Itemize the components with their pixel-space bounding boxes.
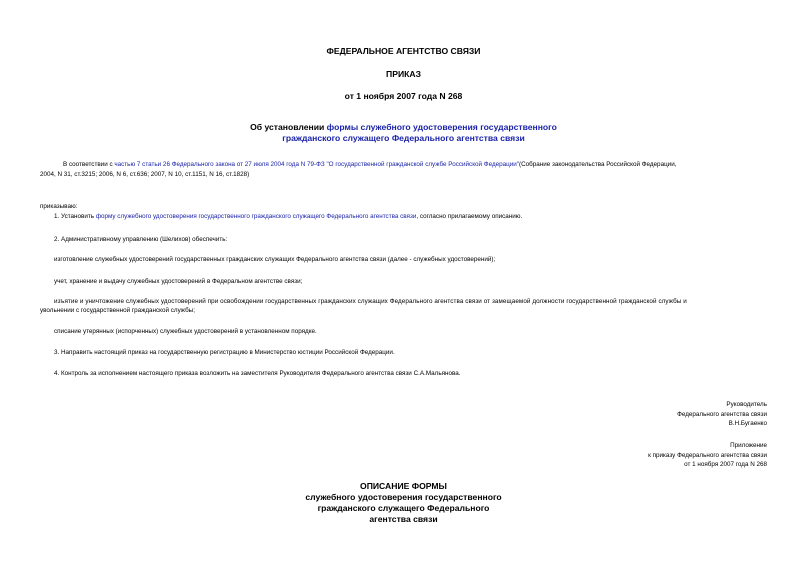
sub-item-1: изготовление служебных удостоверений государственных гражданских служащих Федерального агентства связи (далее - служебных удостоверений); xyxy=(54,256,496,263)
description-line3: гражданского служащего Федерального xyxy=(317,503,490,513)
doc-title-line1 xyxy=(0,122,807,132)
preamble-text-start: В соответствии с xyxy=(63,161,115,168)
form-description-link[interactable]: форму служебного удостоверения государственного гражданского служащего Федерального агентства связи xyxy=(95,213,417,220)
doc-title-line2 xyxy=(0,133,807,143)
item-3: 3. Направить настоящий приказ на государственную регистрацию в Министерство юстиции Российской Федерации. xyxy=(54,349,395,356)
item-1 xyxy=(54,212,522,221)
doc-title-prefix: Об установлении xyxy=(250,122,327,132)
signature-name: В.Н.Бугаенко xyxy=(728,420,767,427)
item-4: 4. Контроль за исполнением настоящего приказа возложить на заместителя Руководителя Федерального агентства связи С.А.Мальянова. xyxy=(54,370,461,377)
item-1-start: 1. Установить xyxy=(54,213,96,220)
preamble-line1 xyxy=(63,160,773,169)
description-line2: служебного удостоверения государственного xyxy=(305,492,502,502)
doc-type: ПРИКАЗ xyxy=(386,69,421,79)
doc-title-link-part2[interactable]: гражданского служащего Федерального агентства связи xyxy=(282,133,525,143)
doc-title-link-part1[interactable]: формы служебного удостоверения государственного xyxy=(326,122,557,132)
sub-item-3-line1: изъятие и уничтожение служебных удостоверений при освобождении государственных гражданских служащих Федерального агентства связи от замещаемой должности государственной гражданской службы и xyxy=(54,298,687,305)
description-heading: ОПИСАНИЕ ФОРМЫ xyxy=(360,481,447,491)
item-1-end: , согласно прилагаемому описанию. xyxy=(416,213,523,220)
appendix-label: Приложение xyxy=(730,442,767,449)
order-word: приказываю: xyxy=(40,203,78,210)
appendix-ref: к приказу Федерального агентства связи xyxy=(648,451,767,459)
doc-date-number: от 1 ноября 2007 года N 268 xyxy=(344,91,463,101)
description-line4: агентства связи xyxy=(369,514,438,524)
preamble-text-end: (Собрание законодательства Российской Федерации, xyxy=(519,161,677,168)
preamble-line2: 2004, N 31, ст.3215; 2006, N 6, ст.636; 2007, N 10, ст.1151, N 16, ст.1828) xyxy=(40,171,250,178)
agency-name: ФЕДЕРАЛЬНОЕ АГЕНТСТВО СВЯЗИ xyxy=(326,46,481,56)
appendix-date: от 1 ноября 2007 года N 268 xyxy=(684,461,767,468)
sub-item-4: списание утерянных (испорченных) служебных удостоверений в установленном порядке. xyxy=(54,328,317,335)
sub-item-2: учет, хранение и выдачу служебных удостоверений в Федеральном агентстве связи; xyxy=(54,278,303,285)
sub-item-3-line2: увольнении с государственной гражданской службы; xyxy=(40,307,195,314)
item-2: 2. Административному управлению (Шелихов) обеспечить: xyxy=(54,236,228,243)
signature-title: Руководитель xyxy=(726,401,767,408)
signature-agency: Федерального агентства связи xyxy=(677,410,767,418)
federal-law-link[interactable]: частью 7 статьи 26 Федерального закона от 27 июля 2004 года N 79-ФЗ "О государственной гражданской службе Российской Федерации" xyxy=(114,161,520,168)
